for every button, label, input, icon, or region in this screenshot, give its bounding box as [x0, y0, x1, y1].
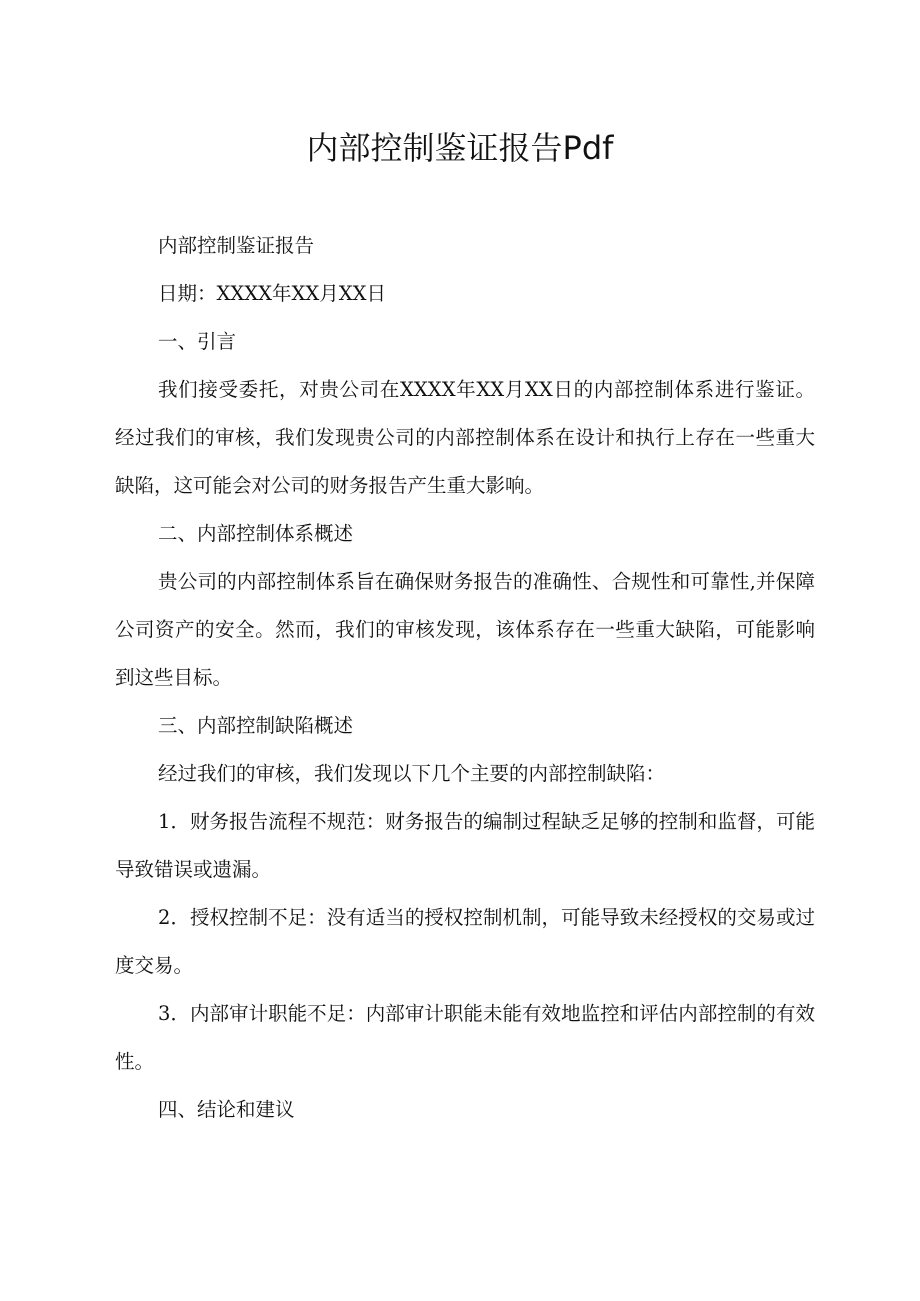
document-title: 内部控制鉴证报告Pdf: [306, 129, 614, 167]
introduction-paragraph: 我们接受委托，对贵公司在XXXX年XX月XX日的内部控制体系进行鉴证。经过我们的审核，我们发现贵公司的内部控制体系在设计和执行上存在一些重大缺陷，这可能会对公司的财务报告产生重大影响。: [115, 378, 815, 497]
document-body: [115, 222, 815, 1134]
report-date: 日期：XXXX年XX月XX日: [158, 282, 387, 305]
section-heading-conclusion: 四、结论和建议: [158, 1098, 295, 1121]
deficiencies-intro: 经过我们的审核，我们发现以下几个主要的内部控制缺陷：: [158, 762, 666, 785]
section-heading-deficiencies: 三、内部控制缺陷概述: [158, 714, 354, 737]
deficiency-item-3: 3．内部审计职能不足：内部审计职能未能有效地监控和评估内部控制的有效性。: [115, 1002, 815, 1073]
overview-paragraph: 贵公司的内部控制体系旨在确保财务报告的准确性、合规性和可靠性,并保障公司资产的安全。然而，我们的审核发现，该体系存在一些重大缺陷，可能影响到这些目标。: [115, 570, 815, 689]
section-heading-overview: 二、内部控制体系概述: [158, 522, 354, 545]
section-heading-introduction: 一、引言: [158, 330, 237, 353]
report-heading: 内部控制鉴证报告: [158, 234, 315, 257]
deficiency-item-1: 1．财务报告流程不规范：财务报告的编制过程缺乏足够的控制和监督，可能导致错误或遗漏。: [115, 810, 815, 881]
deficiency-item-2: 2．授权控制不足：没有适当的授权控制机制，可能导致未经授权的交易或过度交易。: [115, 906, 815, 977]
